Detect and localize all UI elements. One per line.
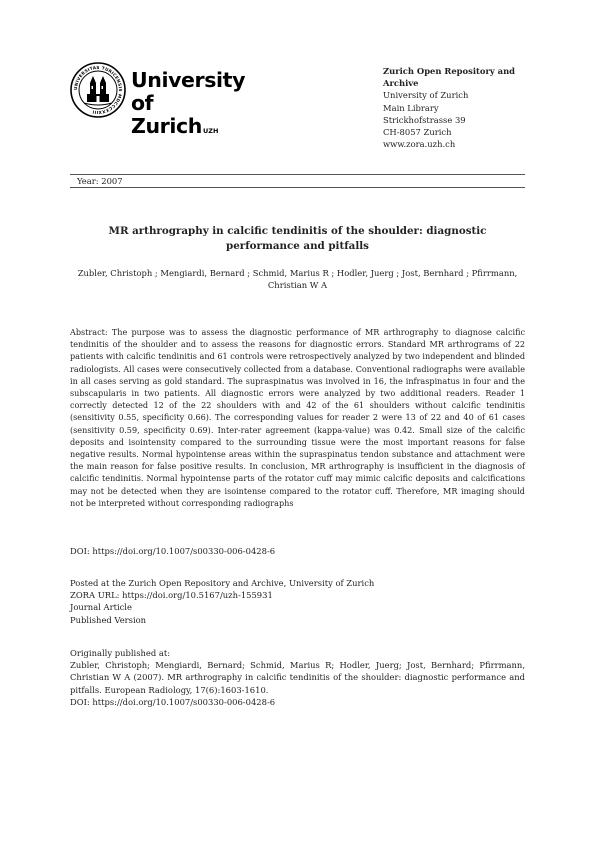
repository-address bbox=[383, 65, 543, 150]
version-label: Published Version bbox=[70, 614, 147, 625]
repository-city: CH-8057 Zurich bbox=[383, 127, 452, 138]
wordmark-line2: Zurich$^{UZH}$ bbox=[131, 114, 219, 138]
repository-street: Strickhofstrasse 39 bbox=[383, 114, 466, 125]
repository-name-1: Zurich Open Repository and bbox=[383, 66, 516, 76]
original-publication bbox=[70, 647, 525, 708]
publication-year: Year: 2007 bbox=[77, 176, 123, 186]
wordmark-line1: University of bbox=[131, 68, 246, 115]
original-citation: Zubler, Christoph; Mengiardi, Bernard; Schmid, Marius R; Hodler, Juerg; Jost, Bernhard; Pfirrmann, Christian W A (2007). MR arthrography in calcific tendinitis of the shoulder: diagnostic performance and pitfalls. European Radiology, 17(6):1603-1610. bbox=[70, 660, 525, 695]
posted-info bbox=[70, 577, 525, 626]
wordmark-uzh: UZH bbox=[202, 127, 219, 135]
year-divider bbox=[70, 187, 525, 188]
zora-url-link[interactable]: ZORA URL: https://doi.org/10.5167/uzh-155931 bbox=[70, 590, 273, 601]
repository-library: Main Library bbox=[383, 102, 439, 113]
repository-website-link[interactable]: www.zora.uzh.ch bbox=[383, 139, 456, 150]
doi-block bbox=[70, 545, 525, 557]
repository-name-2: Archive bbox=[383, 78, 419, 89]
article-title: MR arthrography in calcific tendinitis of the shoulder: diagnostic performance and pitfalls bbox=[108, 225, 487, 252]
university-seal-icon bbox=[70, 62, 126, 118]
university-wordmark bbox=[131, 69, 250, 138]
repository-org: University of Zurich bbox=[383, 90, 469, 101]
abstract-text: Abstract: The purpose was to assess the diagnostic performance of MR arthrography to diagnose calcific tendinitis of the shoulder and to assess the reasons for diagnostic errors. Standard MR arthrograms of 22 patients with calcific tendinitis and 61 controls were retrospectively analyzed by two independent and blinded radiologists. All cases were consecutively collected from a database. Conventional radiographs were available in all cases serving as gold standard. The supraspinatus was involved in 16, the infraspinatus in four and the subscapularis in two patients. All diagnostic errors were analyzed by two additional readers. Reader 1 correctly detected 12 of the 22 shoulders with and 42 of the 61 shoulders without calcific tendinitis (sensitivity 0.55, specificity 0.66). The corresponding values for reader 2 were 13 of 22 and 40 of 61 cases (sensitivity 0.59, specificity 0.69). Inter-rater agreement (kappa-value) was 0.42. Small size of the calcific deposits and isointensity compared to the surrounding tissue were the most important reasons for false negative results. Normal hypointense areas within the supraspinatus tendon substance and attachment were the main reason for false positive results. In conclusion, MR arthrography is insufficient in the diagnosis of calcific tendinitis. Normal hypointense parts of the rotator cuff may mimic calcific deposits and calcifications may not be detected when they are isointense compared to the rotator cuff. Therefore, MR imaging should not be interpreted without corresponding radiographs bbox=[70, 327, 525, 508]
university-logo bbox=[70, 62, 250, 138]
item-type: Journal Article bbox=[70, 602, 132, 613]
top-divider bbox=[70, 174, 525, 175]
author-list: Zubler, Christoph ; Mengiardi, Bernard ; Schmid, Marius R ; Hodler, Juerg ; Jost, Bernhard ; Pfirrmann, Christian W A bbox=[77, 268, 518, 291]
posted-line: Posted at the Zurich Open Repository and Archive, University of Zurich bbox=[70, 578, 375, 588]
original-doi-link[interactable]: DOI: https://doi.org/10.1007/s00330-006-0428-6 bbox=[70, 696, 276, 707]
seal-lettering: UNIVERSITAS TURICENSIS MDCCCXXXIII bbox=[72, 64, 124, 116]
original-heading: Originally published at: bbox=[70, 648, 171, 658]
doi-link[interactable]: DOI: https://doi.org/10.1007/s00330-006-0428-6 bbox=[70, 546, 276, 556]
